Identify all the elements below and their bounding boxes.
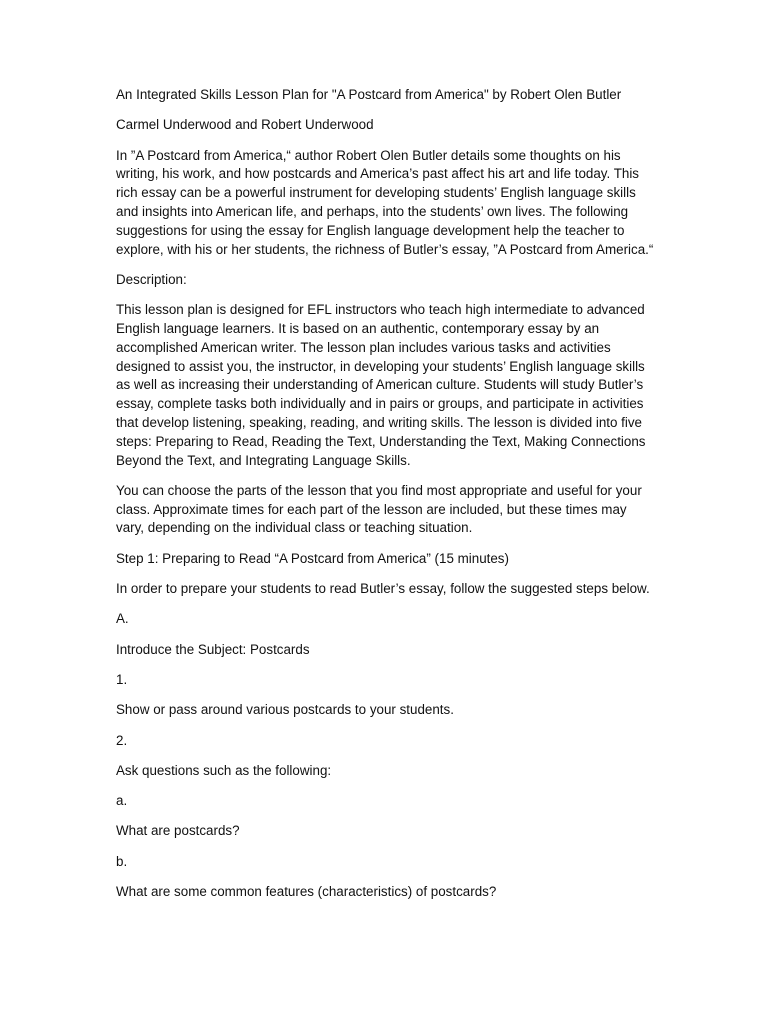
sublist-marker-a: a.: [116, 793, 128, 809]
list-marker-2: 2.: [116, 732, 128, 748]
document-page: [116, 86, 656, 913]
list-marker-1: 1.: [116, 671, 128, 687]
sublist-marker-b: b.: [116, 853, 128, 869]
document-title: An Integrated Skills Lesson Plan for "A Postcard from America" by Robert Olen Butler: [116, 87, 622, 102]
description-paragraph: This lesson plan is designed for EFL instructors who teach high intermediate to advanced English language learners. It is based on an authentic, contemporary essay by an accomplished American writer. The lesson plan includes various tasks and activities designed to assist you, the instructor, in developing your students’ English language skills as well as increasing their understanding of American culture. Students will study Butler’s essay, complete tasks both individually and in pairs or groups, and participate in activities that develop listening, speaking, reading, and writing skills. The lesson is divided into five steps: Preparing to Read, Reading the Text, Understanding the Text, Making Connections Beyond the Text, and Integrating Language Skills.: [116, 302, 646, 468]
choose-parts-paragraph: You can choose the parts of the lesson that you find most appropriate and useful for your class. Approximate times for each part of the lesson are included, but these times may vary, depending on the individual class or teaching situation.: [116, 482, 642, 536]
list-marker-a: A.: [116, 611, 129, 627]
list-item-2-text: Ask questions such as the following:: [116, 762, 332, 778]
list-item-a-text: Introduce the Subject: Postcards: [116, 641, 310, 657]
intro-paragraph: In ”A Postcard from America,“ author Robert Olen Butler details some thoughts on his writing, his work, and how postcards and America’s past affect his art and life today. This rich essay can be a powerful instrument for developing students’ English language skills and insights into American life, and perhaps, into the students’ own lives. The following suggestions for using the essay for English language development help the teacher to explore, with his or her students, the richness of Butler’s essay, ”A Postcard from America.“: [116, 147, 654, 257]
description-heading: Description:: [116, 271, 187, 287]
step1-heading: Step 1: Preparing to Read “A Postcard from America” (15 minutes): [116, 550, 509, 566]
list-item-1-text: Show or pass around various postcards to your students.: [116, 702, 454, 718]
sublist-item-a-text: What are postcards?: [116, 823, 240, 839]
document-authors: Carmel Underwood and Robert Underwood: [116, 117, 374, 133]
sublist-item-b-text: What are some common features (characteristics) of postcards?: [116, 884, 497, 899]
step1-intro: In order to prepare your students to read Butler’s essay, follow the suggested steps below.: [116, 581, 650, 597]
